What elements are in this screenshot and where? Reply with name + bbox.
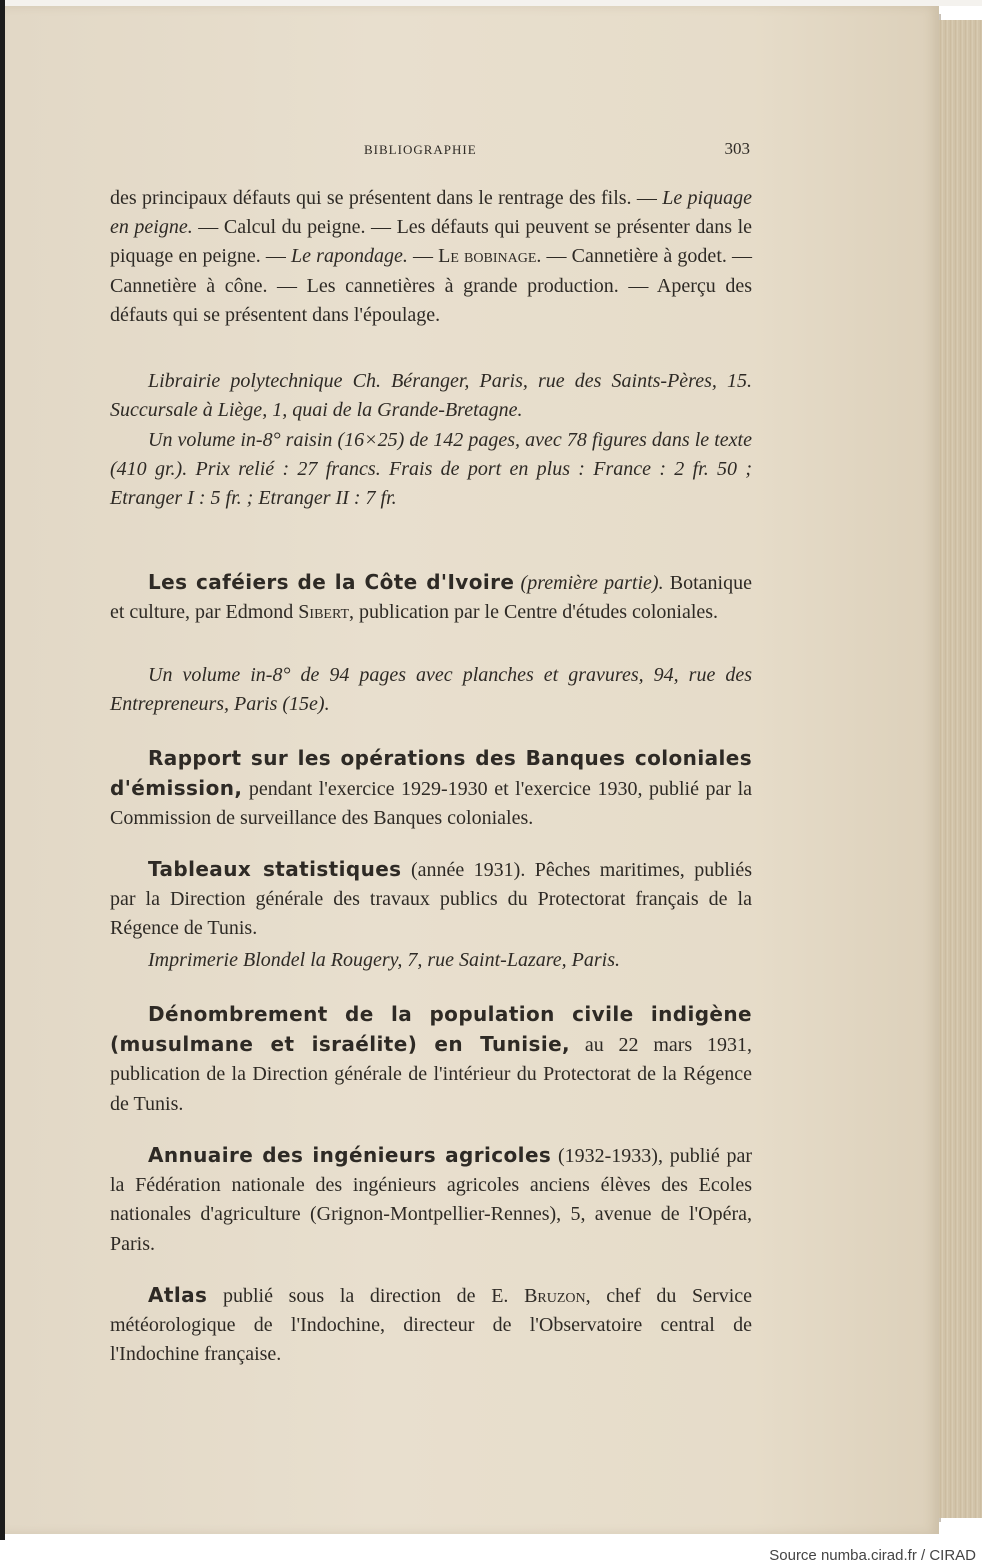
entry-atlas xyxy=(110,1281,752,1370)
entry-author: Bruzon, xyxy=(524,1285,591,1307)
entry-rapport xyxy=(110,744,752,834)
italic-run: Le rapondage. xyxy=(291,245,408,268)
text-run: — Calcul du peigne. — Les défauts qui peuvent se présenter dans le piquage en peigne. — xyxy=(110,216,753,268)
entry-text: au 22 mars 1931, publication de la Direction générale de l'intérieur du Protectorat de la Régence de Tunis. xyxy=(110,1034,752,1115)
entry-tableaux-note: Imprimerie Blondel la Rougery, 7, rue Saint-Lazare, Paris. xyxy=(148,949,620,971)
entry-cafeiers-note: Un volume in-8° de 94 pages avec planches et gravures, 94, rue des Entrepreneurs, Paris (15e). xyxy=(110,664,752,716)
small-caps-run: Le bobinage. xyxy=(438,245,542,268)
entry-text: chef du Service météorologique de l'Indochine, directeur de l'Observatoire central de l'Indochine française. xyxy=(110,1285,752,1366)
entry-text: pendant l'exercice 1929-1930 et l'exercice 1930, publié par la Commission de surveillance des Banques coloniales. xyxy=(110,778,752,830)
entry-tableaux xyxy=(110,855,752,944)
text-run: des principaux défauts qui se présentent dans le rentrage des fils. — xyxy=(110,187,663,209)
entry-title: Les caféiers de la Côte d'Ivoire xyxy=(148,570,515,594)
volume-note: Un volume in-8° raisin (16×25) de 142 pages, avec 78 figures dans le texte (410 gr.). Prix relié : 27 francs. Frais de port en plus : France : 2 fr. 50 ; Etranger I : 5 fr. ; Etranger II : 7 fr. xyxy=(110,429,752,510)
entry-title: Rapport sur les opérations des Banques coloniales d'émission, xyxy=(110,746,752,801)
book-page-edges xyxy=(939,20,982,1518)
entry-title: Annuaire des ingénieurs agricoles xyxy=(148,1143,552,1167)
entry-title: Dénombrement de la population civile indigène (musulmane et israélite) en Tunisie, xyxy=(110,1002,752,1057)
text-run: — Cannetière à godet. — Cannetière à cône. — Les cannetières à grande production. — Aperçu des défauts qui se présentent dans l'époulage. xyxy=(110,245,753,326)
entry-subtitle: (première partie). xyxy=(514,572,664,594)
italic-run: Le piquage en peigne. xyxy=(110,187,752,239)
entry-author: Sibert, xyxy=(298,601,355,624)
text-run: — xyxy=(407,245,439,268)
entry-text: Botanique et culture, par Edmond xyxy=(110,572,752,624)
publisher-note: Librairie polytechnique Ch. Béranger, Paris, rue des Saints-Pères, 15. Succursale à Liège, 1, quai de la Grande-Bretagne. xyxy=(110,370,752,422)
entry-title: Tableaux statistiques xyxy=(148,857,402,881)
entry-denombrement xyxy=(110,1000,752,1119)
paragraph-continued xyxy=(110,184,752,330)
entry-text: publié sous la direction de E. xyxy=(207,1285,525,1307)
entry-text: publication par le Centre d'études coloniales. xyxy=(354,601,719,624)
entry-cafeiers xyxy=(110,568,752,627)
running-title: BIBLIOGRAPHIE xyxy=(364,142,477,157)
entry-title: Atlas xyxy=(148,1283,208,1307)
page-number: 303 xyxy=(724,139,750,158)
entry-text: (1932-1933), publié par la Fédération nationale des ingénieurs agricoles anciens élèves des Ecoles nationales d'agriculture (Grignon-Montpellier-Rennes), 5, avenue de l'Opéra, Paris. xyxy=(110,1145,752,1255)
entry-text: (année 1931). Pêches maritimes, publiés par la Direction générale des travaux publics du Protectorat français de la Régence de Tunis. xyxy=(110,859,753,940)
entry-annuaire xyxy=(110,1141,752,1259)
source-credit: Source numba.cirad.fr / CIRAD xyxy=(769,1547,976,1564)
page-header xyxy=(110,139,750,161)
